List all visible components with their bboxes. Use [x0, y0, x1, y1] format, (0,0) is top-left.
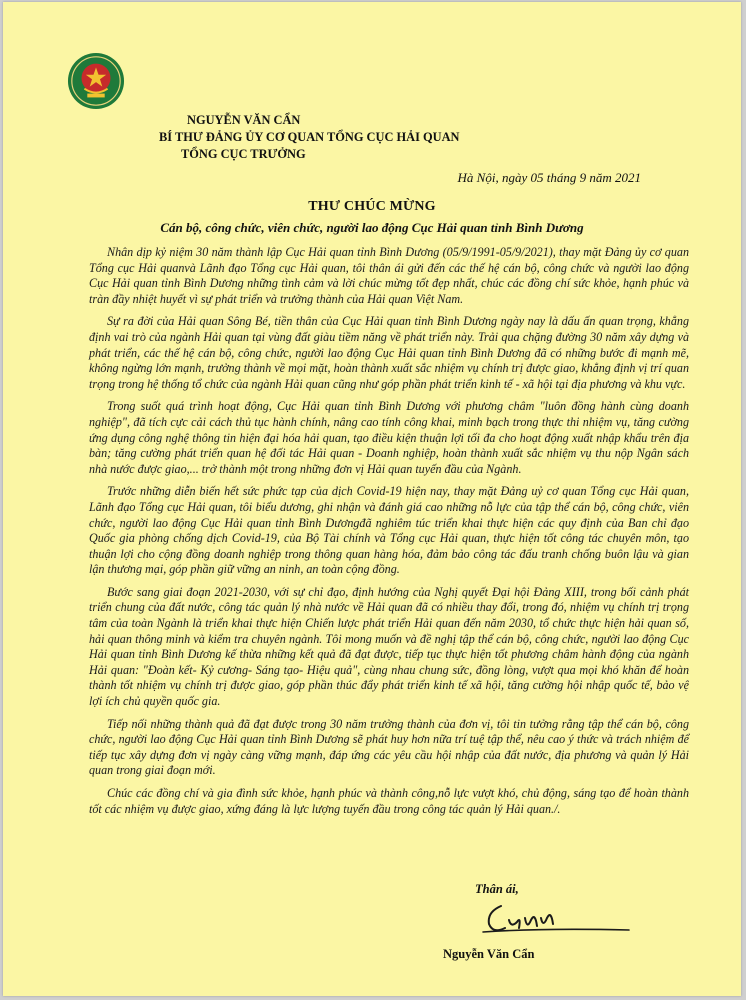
- sender-title-party: BÍ THƯ ĐẢNG ỦY CƠ QUAN TỔNG CỤC HẢI QUAN: [159, 130, 460, 144]
- paragraph-4: Trước những diễn biến hết sức phức tạp của dịch Covid-19 hiện nay, thay mặt Đảng uỷ cơ quan Tổng cục Hải quan, Lãnh đạo Tổng cục Hải quan, tôi biểu dương, ghi nhận và đánh giá cao những nỗ lực của tập thể cán bộ, công chức, viên chức, người lao động Cục Hải quan tỉnh Bình Dươngđã nghiêm túc triển khai thực hiện các quy định của Ban chỉ đạo Quốc gia phòng chống dịch Covid-19, của Bộ Tài chính và Tổng cục Hải quan, thực hiện tốt công tác chuyên môn, tạo thuận lợi cho cộng đồng doanh nghiệp trong thông quan hàng hóa, đảm bảo công tác đấu tranh chống buôn lậu và gian lận thương mại, góp phần giữ vững an ninh, an toàn cộng đồng.: [89, 484, 689, 577]
- paragraph-6: Tiếp nối những thành quả đã đạt được trong 30 năm trưởng thành của đơn vị, tôi tin tưởng rằng tập thể cán bộ, công chức, người lao động Cục Hải quan tỉnh Bình Dương sẽ phát huy hơn nữa trí tuệ tập thể, nêu cao ý thức và trách nhiệm để tiếp tục xây dựng đơn vị ngày càng vững mạnh, đáp ứng các yêu cầu hội nhập của đất nước, địa phương và quản lý Hải quan trong giai đoạn mới.: [89, 716, 689, 778]
- paragraph-2: Sự ra đời của Hải quan Sông Bé, tiền thân của Cục Hải quan tỉnh Bình Dương ngày nay là dấu ấn quan trọng, khẳng định vai trò của ngành Hải quan tại vùng đất giàu tiềm năng về phát triển này. Trải qua chặng đường 30 năm xây dựng và phát triển, các thế hệ cán bộ, công chức, người lao động Cục Hải quan tỉnh Bình Dương đã có những bước đi mạnh mẽ, không ngừng lớn mạnh, trưởng thành về mọi mặt, hoàn thành xuất sắc nhiệm vụ chính trị được giao, khẳng định vị trí quan trọng trong hệ thống tổ chức của ngành Hải quan cũng như góp phần phát triển kinh tế - xã hội tại địa phương và khu vực.: [89, 314, 689, 391]
- letter-title: THƯ CHÚC MỪNG: [308, 199, 436, 214]
- handwritten-signature-icon: [481, 898, 631, 940]
- signer-name: Nguyễn Văn Cẩn: [443, 947, 535, 961]
- paragraph-5: Bước sang giai đoạn 2021-2030, với sự chỉ đạo, định hướng của Nghị quyết Đại hội Đảng XIII, trong bối cảnh phát triển chung của đất nước, công tác quản lý nhà nước về Hải quan đã có nhiều thay đổi, trong đó, nhiệm vụ chính trị trọng tâm của toàn Ngành là triển khai thực hiện Chiến lược phát triển Hải quan đến năm 2030, tổ chức thực hiện hải quan số, hải quan thông minh và kiểm tra chuyên ngành. Tôi mong muốn và đề nghị tập thể cán bộ, công chức, người lao động Cục Hải quan tỉnh Bình Dương kế thừa những kết quả đã đạt được, tiếp tục thực hiện tốt phương châm hành động của ngành Hải quan: "Đoàn kết- Kỷ cương- Sáng tạo- Hiệu quả", cùng nhau chung sức, đồng lòng, vượt qua mọi khó khăn để hoàn thành tốt nhiệm vụ chính trị được giao, góp phần thúc đẩy phát triển kinh tế xã hội, tăng cường hội nhập quốc tế, bảo vệ lợi ích chủ quyền quốc gia.: [89, 584, 689, 709]
- paragraph-3: Trong suốt quá trình hoạt động, Cục Hải quan tỉnh Bình Dương với phương châm "luôn đồng hành cùng doanh nghiệp", đã tích cực cải cách thủ tục hành chính, nâng cao tính công khai, minh bạch trong thực thi nhiệm vụ, tăng cường ứng dụng công nghệ thông tin hiện đại hóa hải quan, tạo điều kiện thuận lợi tối đa cho hoạt động xuất nhập khẩu trên địa bàn; tăng cường phát triển quan hệ đối tác Hải quan - Doanh nghiệp, hoàn thành xuất sắc nhiệm vụ thu nộp Ngân sách nhà nước được giao,... trở thành một trong những đơn vị Hải quan tuyến đầu của Ngành.: [89, 399, 689, 476]
- letter-date: Hà Nội, ngày 05 tháng 9 năm 2021: [457, 170, 641, 185]
- closing-line: Thân ái,: [475, 882, 519, 896]
- sender-name: NGUYỄN VĂN CẨN: [187, 113, 301, 127]
- sender-title-director: TỔNG CỤC TRƯỞNG: [181, 147, 306, 161]
- letter-subtitle: Cán bộ, công chức, viên chức, người lao động Cục Hải quan tỉnh Bình Dương: [160, 220, 584, 235]
- paragraph-1: Nhân dịp kỷ niệm 30 năm thành lập Cục Hải quan tỉnh Bình Dương (05/9/1991-05/9/2021), thay mặt Đảng ủy cơ quan Tổng cục Hải quanvà Lãnh đạo Tổng cục Hải quan, tôi thân ái gửi đến các thế hệ cán bộ, công chức và người lao động Cục Hải quan tỉnh Bình Dương những tình cảm và lời chúc mừng tốt đẹp nhất, chúc các đồng chí sức khỏe, hạnh phúc và tràn đầy nhiệt huyết vì sự phát triển và trưởng thành của Hải quan Việt Nam.: [89, 245, 689, 306]
- letter-body: [89, 245, 689, 824]
- customs-emblem-icon: [67, 52, 125, 110]
- letter-page: [3, 2, 741, 996]
- sender-block: [159, 112, 460, 163]
- paragraph-7: Chúc các đồng chí và gia đình sức khỏe, hạnh phúc và thành công,nỗ lực vượt khó, chủ động, sáng tạo để hoàn thành tốt các nhiệm vụ được giao, xứng đáng là lực lượng tuyến đầu trong công tác quản lý Hải quan./.: [89, 786, 689, 816]
